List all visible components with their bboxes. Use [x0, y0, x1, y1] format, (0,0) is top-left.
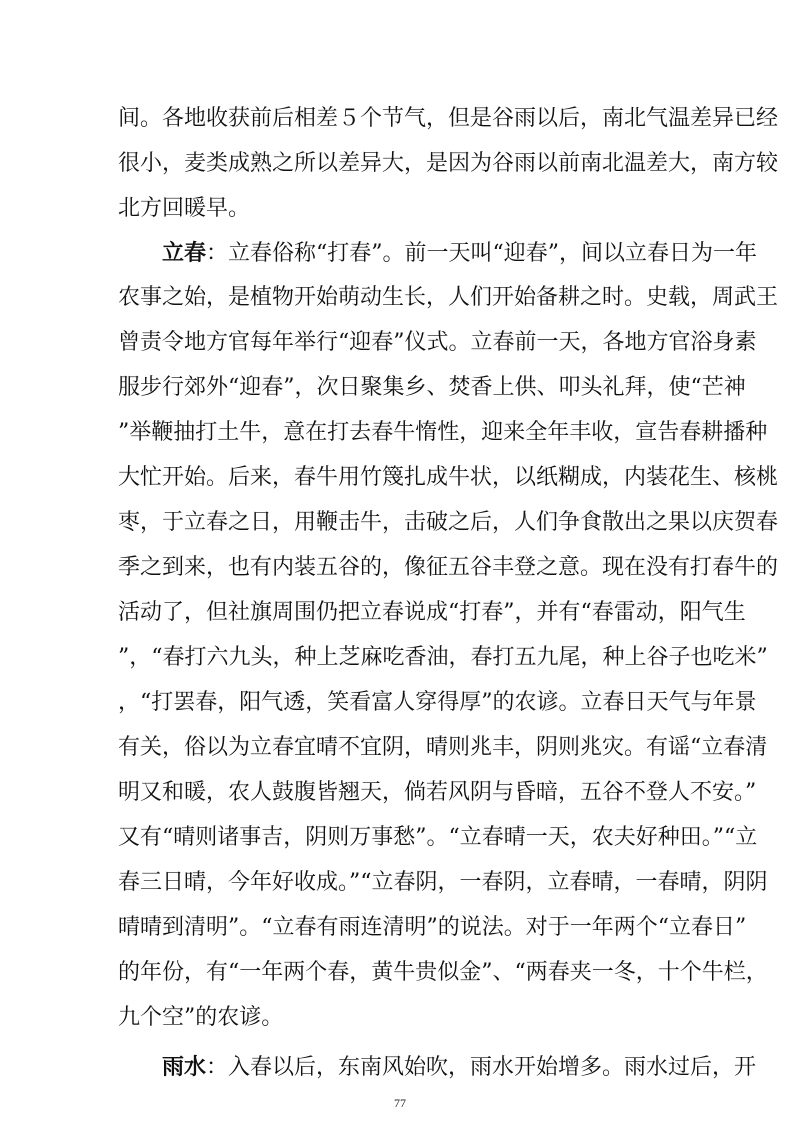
term-lichun: 立春: [162, 240, 207, 266]
page-number: 77: [394, 1096, 406, 1110]
text-line: 枣，于立春之日，用鞭击牛，击破之后，人们争食散出之果以庆贺春: [118, 510, 779, 535]
text-line: 很小，麦类成熟之所以差异大，是因为谷雨以前南北温差大，南方较: [118, 151, 779, 176]
text-line: ”，“春打六九头，种上芝麻吃香油，春打五九尾，种上谷子也吃米”: [118, 645, 768, 670]
text-line: 曾责令地方官每年举行“迎春”仪式。立春前一天，各地方官浴身素: [118, 330, 757, 355]
text-line: 九个空”的农谚。: [118, 1005, 284, 1030]
text-line: ”举鞭抽打土牛，意在打去春牛惰性，迎来全年丰收，宣告春耕播种: [118, 420, 768, 445]
text-segment: ：立春俗称“打春”。前一天叫“迎春”，间以立春日为一年: [206, 241, 758, 266]
text-line: 间。各地收获前后相差５个节气，但是谷雨以后，南北气温差异已经: [118, 106, 779, 131]
text-line: ，“打罢春，阳气透，笑看富人穿得厚”的农谚。立春日天气与年景: [118, 690, 757, 715]
paragraph-lichun-first-line: [162, 238, 758, 268]
text-line: 北方回暖早。: [118, 196, 251, 221]
paragraph-yushui-first-line: [162, 1052, 757, 1082]
term-yushui: 雨水: [162, 1054, 207, 1080]
text-line: 大忙开始。后来，春牛用竹篾扎成牛状，以纸糊成，内装花生、核桃: [118, 465, 779, 490]
text-line: 服步行郊外“迎春”，次日聚集乡、焚香上供、叩头礼拜，使“芒神: [118, 375, 746, 400]
text-line: 又有“晴则诸事吉，阴则万事愁”。“立春晴一天，农夫好种田。”“立: [118, 825, 758, 850]
text-line: 活动了，但社旗周围仍把立春说成“打春”，并有“春雷动，阳气生: [118, 600, 746, 625]
text-line: 晴晴到清明”。“立春有雨连清明”的说法。对于一年两个“立春日”: [118, 915, 747, 940]
text-line: 的年份，有“一年两个春，黄牛贵似金”、“两春夹一冬，十个牛栏，: [118, 960, 768, 985]
text-line: 明又和暖，农人鼓腹皆翘天，倘若风阴与昏暗，五谷不登人不安。”: [118, 780, 757, 805]
text-segment: ：入春以后，东南风始吹，雨水开始增多。雨水过后，开: [206, 1055, 757, 1080]
text-line: 春三日晴，今年好收成。”“立春阴，一春阴，立春晴，一春晴，阴阴: [118, 870, 768, 895]
text-line: 季之到来，也有内装五谷的，像征五谷丰登之意。现在没有打春牛的: [118, 555, 779, 580]
text-line: 农事之始，是植物开始萌动生长，人们开始备耕之时。史载，周武王: [118, 285, 779, 310]
text-line: 有关，俗以为立春宜晴不宜阴，晴则兆丰，阴则兆灾。有谣“立春清: [118, 735, 768, 760]
